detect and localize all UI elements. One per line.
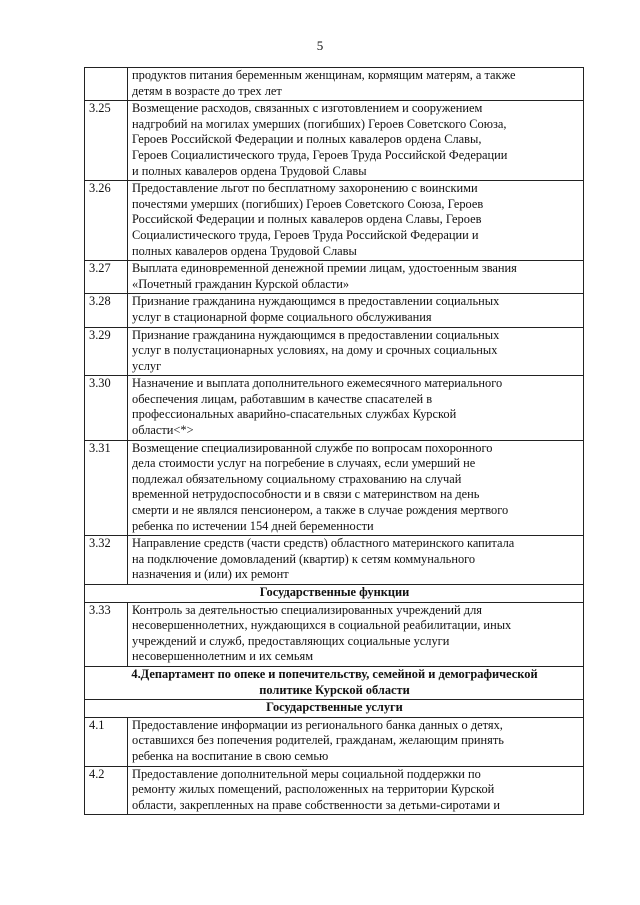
item-number: 4.1 [85,717,128,766]
item-description-line: услуг [132,358,162,373]
section-title-line: политике Курской области [259,682,410,697]
section-title [85,585,584,603]
item-description-line: Возмещение расходов, связанных с изготовлением и сооружением [132,101,483,116]
item-description [128,717,584,766]
table-row [85,536,584,585]
item-description [128,376,584,440]
item-description [128,101,584,181]
item-number: 3.32 [85,536,128,585]
item-description-line: ремонту жилых помещений, расположенных на территории Курской [132,782,495,797]
table-row [85,440,584,536]
item-description [128,766,584,815]
item-description-line: учреждений и служб, предоставляющих социальные услуги [132,633,450,648]
item-description-line: назначения и (или) их ремонт [132,567,289,582]
item-number: 3.33 [85,602,128,666]
item-description-line: несовершеннолетних, нуждающихся в социальной реабилитации, иных [132,618,512,633]
item-number: 3.26 [85,181,128,261]
table-row [85,294,584,327]
item-description-line: области, закрепленных на праве собственности за детьми-сиротами и [132,797,501,812]
item-description-line: области<*> [132,423,194,438]
item-description [128,327,584,376]
item-number: 4.2 [85,766,128,815]
section-title [85,666,584,699]
item-number: 3.28 [85,294,128,327]
item-description-line: детям в возрасте до трех лет [132,83,282,98]
services-table-body [85,68,584,815]
section-title-line: 4.Департамент по опеке и попечительству, семейной и демографической [131,666,538,681]
item-description-line: Признание гражданина нуждающимся в предоставлении социальных [132,294,500,309]
item-description-line: обеспечения лицам, работавшим в качестве спасателей в [132,391,433,406]
table-row [85,602,584,666]
item-description-line: услуг в полустационарных условиях, на дому и срочных социальных [132,343,498,358]
item-description-line: Признание гражданина нуждающимся в предоставлении социальных [132,327,500,342]
table-row [85,68,584,101]
item-description-line: Предоставление льгот по бесплатному захоронению с воинскими [132,181,478,196]
item-description-line: Предоставление информации из регионального банка данных о детях, [132,717,503,732]
section-title [85,700,584,718]
section-title-line: Государственные функции [259,585,410,599]
table-row [85,327,584,376]
table-row [85,101,584,181]
item-description [128,440,584,536]
item-description-line: оставшихся без попечения родителей, гражданам, желающим принять [132,733,504,748]
item-number: 3.27 [85,261,128,294]
services-table [84,67,584,815]
item-description-line: полных кавалеров ордена Трудовой Славы [132,243,357,258]
item-description [128,181,584,261]
item-description-line: Направление средств (части средств) областного материнского капитала [132,536,515,551]
section-header-row [85,585,584,603]
item-number: 3.31 [85,440,128,536]
item-description [128,68,584,101]
table-row [85,717,584,766]
table-row [85,766,584,815]
item-description [128,294,584,327]
item-description-line: Выплата единовременной денежной премии лицам, удостоенным звания [132,261,517,276]
item-description-line: смерти и не являлся пенсионером, а также в случае рождения мертвого [132,503,509,518]
item-description-line: дела стоимости услуг на погребение в случаях, если умерший не [132,456,476,471]
item-description-line: профессиональных аварийно-спасательных службах Курской [132,407,457,422]
item-description-line: Социалистического труда, Героев Труда Российской Федерации и [132,227,479,242]
item-description-line: и полных кавалеров ордена Трудовой Славы [132,163,367,178]
item-description-line: ребенка по истечении 154 дней беременности [132,518,374,533]
section-title-line: Государственные услуги [266,700,403,715]
page-number: 5 [316,38,324,53]
item-number: 3.29 [85,327,128,376]
item-description-line: ребенка на воспитание в свою семью [132,748,329,763]
item-description [128,602,584,666]
item-description-line: продуктов питания беременным женщинам, кормящим матерям, а также [132,68,516,82]
item-description-line: Героев Российской Федерации и полных кавалеров ордена Славы, [132,132,482,147]
item-number: 3.25 [85,101,128,181]
item-description-line: подлежал обязательному социальному страхованию на случай [132,471,462,486]
item-description-line: Назначение и выплата дополнительного ежемесячного материального [132,376,503,391]
item-description-line: Российской Федерации и полных кавалеров ордена Славы, Героев [132,212,482,227]
section-header-row [85,666,584,699]
item-description-line: Контроль за деятельностью специализированных учреждений для [132,602,482,617]
item-description-line: Предоставление дополнительной меры социальной поддержки по [132,766,481,781]
item-description-line: почестями умерших (погибших) Героев Советского Союза, Героев [132,196,484,211]
item-description-line: несовершеннолетним и их семьям [132,649,314,664]
item-description-line: Возмещение специализированной службе по вопросам похоронного [132,440,493,455]
item-description-line: Героев Социалистического труда, Героев Труда Российской Федерации [132,147,508,162]
item-number [85,68,128,101]
table-row [85,376,584,440]
item-description [128,536,584,585]
item-description-line: «Почетный гражданин Курской области» [132,276,350,291]
item-description [128,261,584,294]
item-number: 3.30 [85,376,128,440]
item-description-line: надгробий на могилах умерших (погибших) Героев Советского Союза, [132,116,507,131]
item-description-line: временной нетрудоспособности и в связи с материнством на день [132,487,480,502]
table-row [85,261,584,294]
item-description-line: услуг в стационарной форме социального обслуживания [132,309,432,324]
section-header-row [85,700,584,718]
table-row [85,181,584,261]
item-description-line: на подключение домовладений (квартир) к сетям коммунального [132,551,476,566]
